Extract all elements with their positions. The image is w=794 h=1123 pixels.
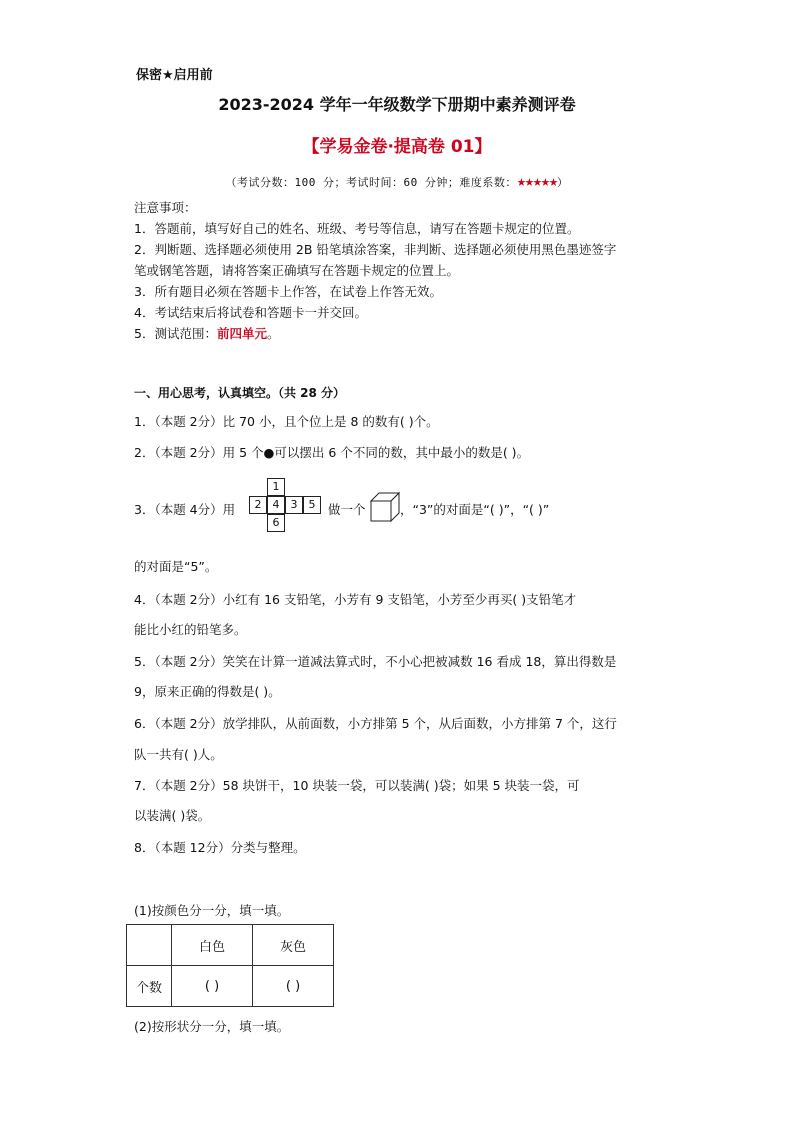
question-3-part-a: 3．（本题 4分）用 (134, 502, 236, 517)
table-cell (127, 925, 172, 966)
cube-icon (370, 492, 400, 522)
question-6-line-1: 6．（本题 2分）放学排队，从前面数，小方排第 5 个，从后面数，小方排第 7 个，这行 (134, 716, 617, 731)
notice-item: 笔或钢笔答题，请将答案正确填写在答题卡规定的位置上。 (134, 263, 460, 278)
scope-suffix: 。 (266, 326, 280, 341)
net-face: 2 (249, 496, 267, 514)
table-header-white: 白色 (172, 925, 253, 966)
table-row (127, 925, 334, 966)
scope-prefix: 5．测试范围： (134, 326, 217, 341)
exam-meta (0, 172, 794, 190)
question-4-line-1: 4．（本题 2分）小红有 16 支铅笔，小芳有 9 支铅笔，小芳至少再买( )支铅笔才 (134, 592, 577, 607)
scope-value: 前四单元 (216, 326, 267, 341)
net-face: 4 (267, 496, 285, 514)
question-3-part-d: 的对面是“5”。 (134, 559, 218, 574)
question-7-line-2: 以装满( )袋。 (134, 808, 211, 823)
question-8: 8．（本题 12分）分类与整理。 (134, 840, 306, 855)
exam-subtitle: 【学易金卷·提高卷 01】 (302, 137, 492, 157)
question-4-line-2: 能比小红的铅笔多。 (134, 622, 247, 637)
question-2: 2．（本题 2分）用 5 个●可以摆出 6 个不同的数，其中最小的数是( )。 (134, 445, 530, 460)
question-5-line-2: 9，原来正确的得数是( )。 (134, 684, 281, 699)
meta-text: （考试分数：100 分；考试时间：60 分钟；难度系数： (225, 176, 517, 189)
meta-close: ） (557, 176, 569, 189)
notice-item: 3．所有题目必须在答题卡上作答，在试卷上作答无效。 (134, 284, 442, 299)
notice-item: 1．答题前，填写好自己的姓名、班级、考号等信息，请写在答题卡规定的位置。 (134, 221, 580, 236)
notice-heading: 注意事项： (134, 200, 197, 215)
color-sort-table (126, 924, 334, 1007)
question-3-part-b: 做一个 (328, 502, 366, 517)
table-row (127, 966, 334, 1007)
question-5-line-1: 5．（本题 2分）笑笑在计算一道减法算式时，不小心把被减数 16 看成 18，算出得数是 (134, 654, 617, 669)
net-face: 1 (267, 478, 285, 496)
notice-item: 2．判断题、选择题必须使用 2B 铅笔填涂答案，非判断、选择题必须使用黑色墨迹签字 (134, 242, 617, 257)
question-1: 1．（本题 2分）比 70 小，且个位上是 8 的数有( )个。 (134, 414, 439, 429)
question-3-part-c: ，“3”的对面是“( )”，“( )” (400, 502, 550, 517)
question-6-line-2: 队一共有( )人。 (134, 747, 223, 762)
exam-title: 2023-2024 学年一年级数学下册期中素养测评卷 (218, 95, 576, 114)
section-heading: 一、用心思考，认真填空。（共 28 分） (134, 386, 346, 400)
net-face: 6 (267, 514, 285, 532)
net-face: 5 (303, 496, 321, 514)
question-8-part-1: (1)按颜色分一分，填一填。 (134, 903, 290, 918)
table-header-gray: 灰色 (253, 925, 334, 966)
net-face: 3 (285, 496, 303, 514)
answer-blank-gray[interactable]: ( ) (253, 966, 334, 1007)
cube-net-diagram (249, 478, 323, 532)
answer-blank-white[interactable]: ( ) (172, 966, 253, 1007)
confidential-label: 保密★启用前 (136, 68, 213, 83)
question-8-part-2: (2)按形状分一分，填一填。 (134, 1019, 290, 1034)
difficulty-stars: ★★★★★ (516, 172, 557, 190)
table-row-label: 个数 (127, 966, 172, 1007)
notice-scope (134, 324, 280, 342)
notice-item: 4．考试结束后将试卷和答题卡一并交回。 (134, 305, 367, 320)
question-7-line-1: 7．（本题 2分）58 块饼干，10 块装一袋，可以装满( )袋；如果 5 块装一袋，可 (134, 778, 580, 793)
